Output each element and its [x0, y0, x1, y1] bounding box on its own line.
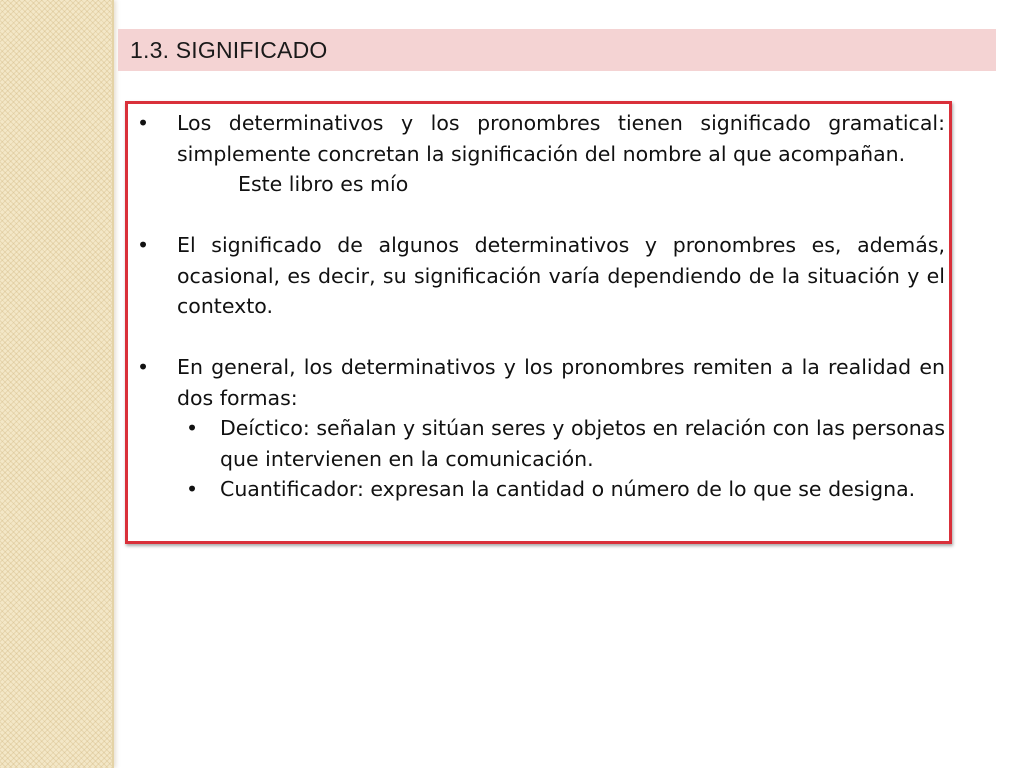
bullet-dot-icon: • [137, 233, 150, 257]
bullet-dot-icon: • [186, 477, 199, 501]
bullet-text-3: En general, los determinativos y los pronombres remiten a la realidad en dos formas: [177, 355, 945, 410]
bullet-dot-icon: • [137, 111, 150, 135]
title-bar [118, 29, 996, 71]
slide-title: 1.3. SIGNIFICADO [130, 36, 328, 63]
body-text [133, 108, 945, 505]
bullet-dot-icon: • [137, 355, 150, 379]
bullet-dot-icon: • [186, 416, 199, 440]
bullet-text-1: Los determinativos y los pronombres tienen significado gramatical: simplemente concretan la significación del nombre al que acompañan. [177, 111, 945, 166]
decorative-side-strip [0, 0, 114, 768]
example-sentence: Este libro es mío [238, 172, 409, 196]
sub-bullet-text-1: Deíctico: señalan y sitúan seres y objetos en relación con las personas que intervienen en la comunicación. [220, 416, 945, 471]
bullet-text-2: El significado de algunos determinativos y pronombres es, además, ocasional, es decir, su significación varía dependiendo de la situación y el contexto. [177, 233, 945, 318]
bullet-item-2 [133, 230, 945, 322]
bullet-item-3 [133, 352, 945, 413]
sub-bullet-deictico [133, 413, 945, 474]
sub-bullet-text-2: Cuantificador: expresan la cantidad o número de lo que se designa. [220, 477, 916, 501]
bullet-item-1 [133, 108, 945, 169]
sub-bullet-cuantificador [133, 474, 945, 505]
